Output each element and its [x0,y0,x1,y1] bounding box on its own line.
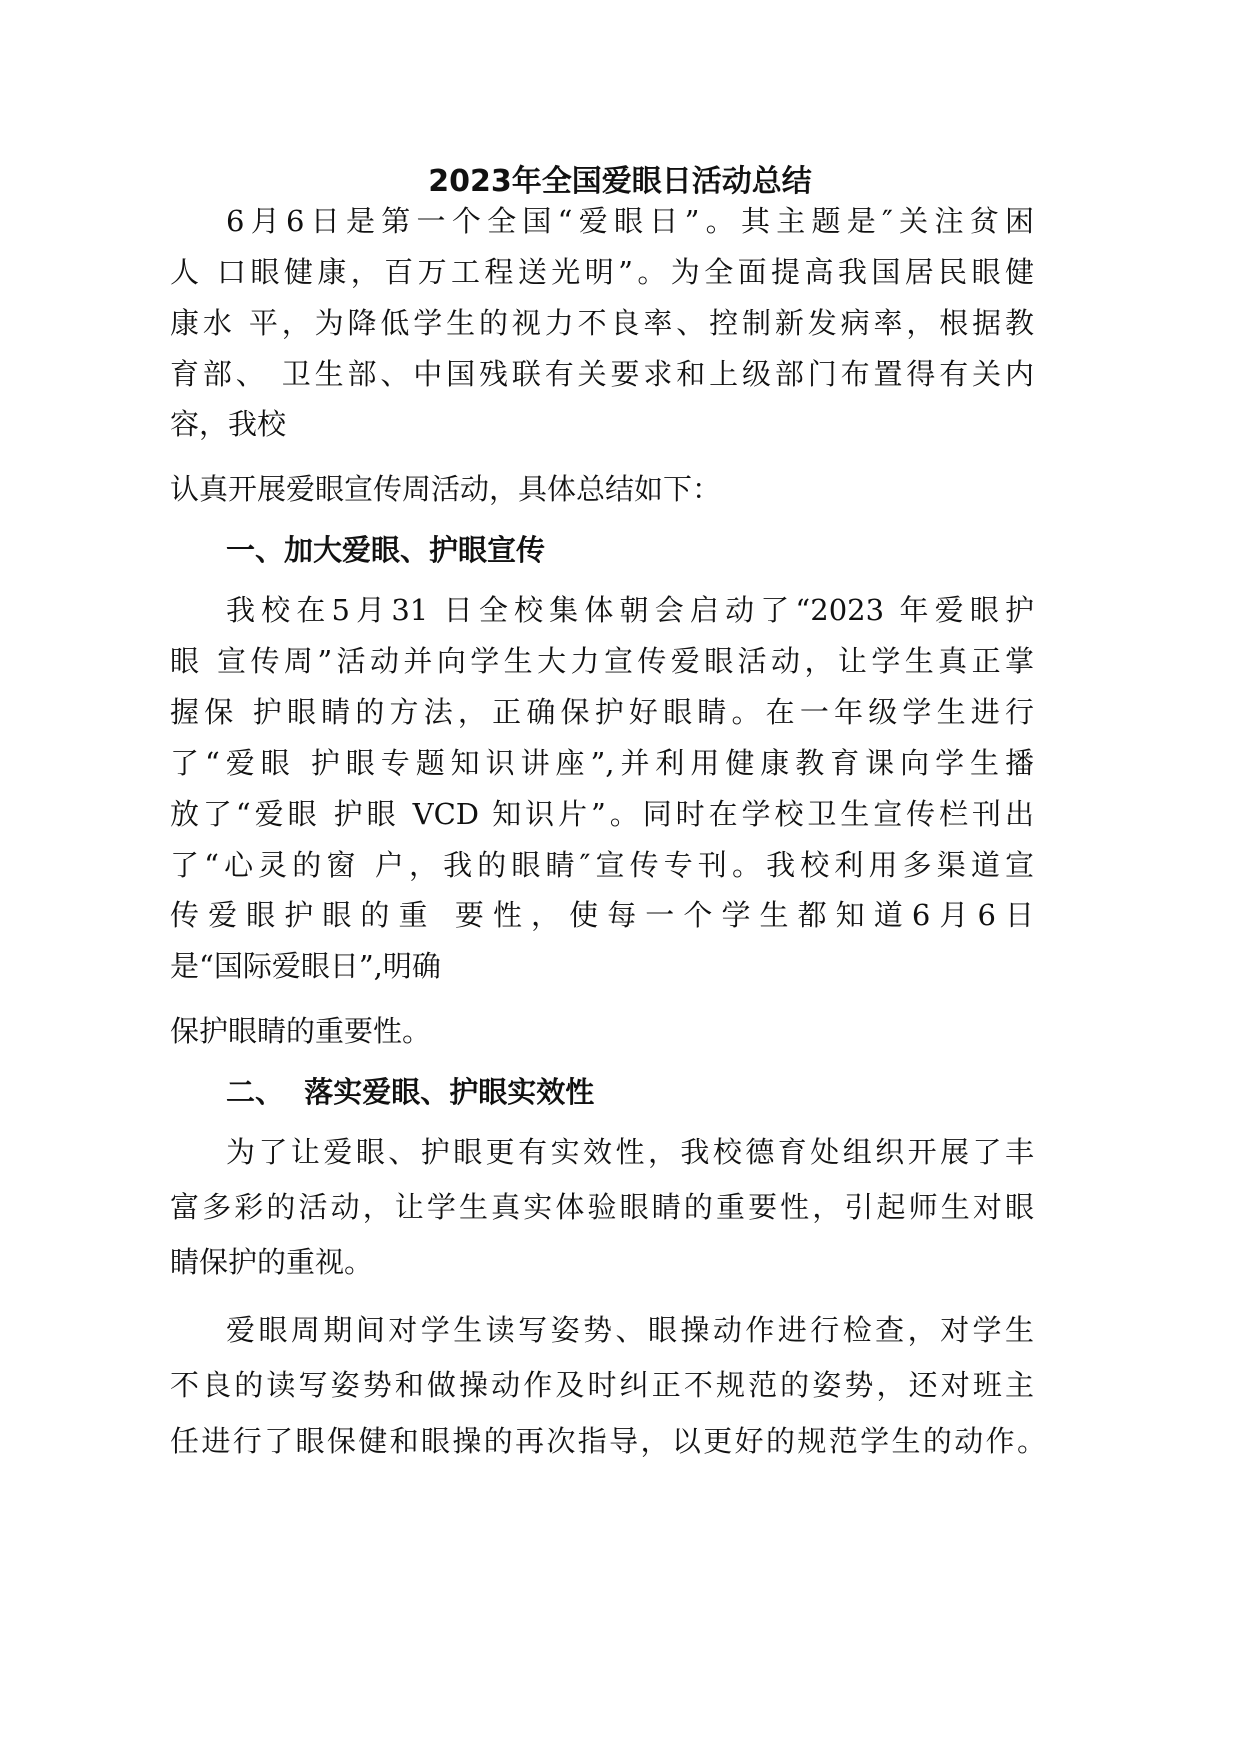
section-1-line-2: 眼 宣传周”活动并向学生大力宣传爱眼活动，让学生真正掌 [170,644,1034,678]
document-title: 2023年全国爱眼日活动总结 [428,164,812,199]
section-1-line-3: 握保 护眼睛的方法，正确保护好眼睛。在一年级学生进行 [170,695,1034,729]
section-2-para-2-line-1: 爱眼周期间对学生读写姿势、眼操动作进行检查，对学生 [226,1313,1034,1347]
section-1-line-1: 我校在5月31 日全校集体朝会启动了“2023 年爱眼护 [226,593,1034,627]
section-1-line-4: 了“爱眼 护眼专题知识讲座”,并利用健康教育课向学生播 [170,746,1034,780]
section-1-line-6: 了“心灵的窗 户，我的眼睛″宣传专刊。我校利用多渠道宣 [170,848,1034,882]
intro-line-3: 康水 平，为降低学生的视力不良率、控制新发病率，根据教 [170,306,1034,340]
section-2-para-2-line-2: 不良的读写姿势和做操动作及时纠正不规范的姿势，还对班主 [170,1368,1034,1402]
section-1-line-8: 是“国际爱眼日”,明确 [170,949,441,983]
intro-line-1: 6月6日是第一个全国“爱眼日”。其主题是″关注贫困 [226,204,1034,238]
section-2-para-2-line-3: 任进行了眼保健和眼操的再次指导，以更好的规范学生的动作。 [170,1424,1046,1458]
section-2-para-1-line-2: 富多彩的活动，让学生真实体验眼睛的重要性，引起师生对眼 [170,1190,1034,1224]
section-2-heading: 二、 落实爱眼、护眼实效性 [226,1075,595,1109]
section-2-para-1-line-1: 为了让爱眼、护眼更有实效性，我校德育处组织开展了丰 [226,1135,1034,1169]
section-1-continuation: 保护眼睛的重要性。 [170,1014,432,1048]
intro-line-2: 人 口眼健康，百万工程送光明”。为全面提高我国居民眼健 [170,255,1034,289]
intro-line-5: 容，我校 [170,407,287,441]
intro-line-4: 育部、 卫生部、中国残联有关要求和上级部门布置得有关内 [170,357,1034,391]
section-1-line-7: 传爱眼护眼的重 要性，使每一个学生都知道6月6日 [170,898,1034,932]
section-1-heading: 一、加大爱眼、护眼宣传 [226,533,546,567]
intro-continuation: 认真开展爱眼宣传周活动，具体总结如下： [170,472,722,506]
section-2-para-1-line-3: 睛保护的重视。 [170,1245,374,1279]
section-1-line-5: 放了“爱眼 护眼 VCD 知识片”。同时在学校卫生宣传栏刊出 [170,797,1034,831]
